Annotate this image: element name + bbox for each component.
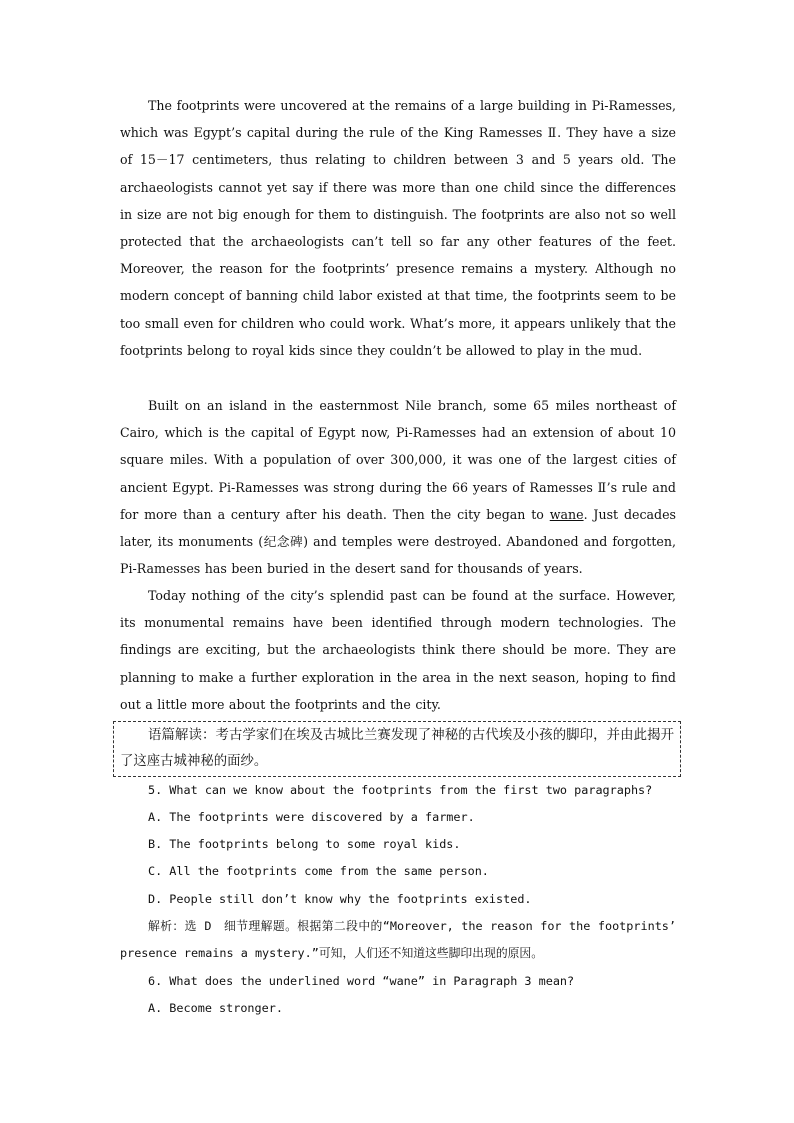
question-5-option-a: A. The footprints were discovered by a farmer. (148, 810, 475, 824)
summary-text: 语篇解读：考古学家们在埃及古城比兰赛发现了神秘的古代埃及小孩的脚印，并由此揭开了这座古城神秘的面纱。 (120, 728, 674, 769)
passage-paragraph-3: Today nothing of the city’s splendid past can be found at the surface. However, its monumental remains have been identified through modern technologies. The findings are exciting, but the archaeologists think there should be more. They are planning to make a further exploration in the area in the next season, hoping to find out a little more about the footprints and the city. (120, 588, 676, 712)
paragraph-2-text-before: Built on an island in the easternmost Nile branch, some 65 miles northeast of Cairo, which is the capital of Egypt now, Pi-Ramesses had an extension of about 10 square miles. With a population of over 300,000, it was one of the largest cities of ancient Egypt. Pi-Ramesses was strong during the 66 years of Ramesses Ⅱ’s rule and for more than a century after his death. Then the city began to (120, 398, 676, 522)
underlined-word: wane (549, 506, 584, 522)
paragraph-2-text-after: . Just decades later, its monuments (纪念碑) and temples were destroyed. Abandoned and forgotten, Pi-Ramesses has been buried in the desert sand for thousands of years. (120, 506, 676, 577)
question-5-stem: 5. What can we know about the footprints from the first two paragraphs? (148, 783, 653, 797)
question-5-option-b: B. The footprints belong to some royal kids. (148, 837, 461, 851)
question-5-option-c: C. All the footprints come from the same person. (148, 864, 489, 878)
passage-paragraph-1: The footprints were uncovered at the remains of a large building in Pi-Ramesses, which was Egypt’s capital during the rule of the King Ramesses Ⅱ. They have a size of 15－17 centimeters, thus relating to children between 3 and 5 years old. The archaeologists cannot yet say if there was more than one child since the differences in size are not big enough for them to distinguish. The footprints are also not so well protected that the archaeologists can’t tell so far any other features of the feet. Moreover, the reason for the footprints’ presence remains a mystery. Although no modern concept of banning child labor existed at that time, the footprints seem to be too small even for children who could work. What’s more, it appears unlikely that the footprints belong to royal kids since they couldn’t be allowed to play in the mud. (120, 98, 676, 358)
question-6-option-a: A. Become stronger. (148, 1001, 283, 1015)
summary-box (113, 721, 681, 777)
question-5-analysis: 解析：选 D 细节理解题。根据第二段中的“Moreover, the reason for the footprints’ presence remains a mystery.”可知，人们还不知道这些脚印出现的原因。 (120, 919, 676, 960)
question-5-option-d: D. People still don’t know why the footprints existed. (148, 892, 532, 906)
question-6-stem: 6. What does the underlined word “wane” in Paragraph 3 mean? (148, 974, 575, 988)
passage-paragraph-2 (120, 392, 676, 582)
